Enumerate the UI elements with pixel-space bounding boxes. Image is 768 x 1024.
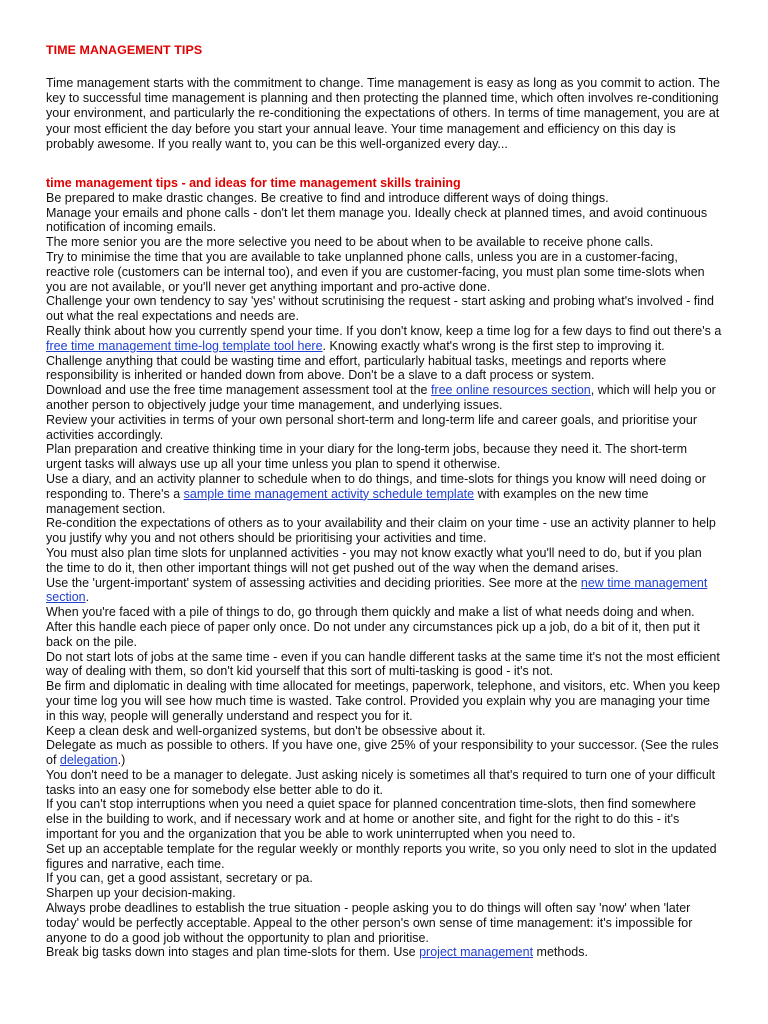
- tip-item: [46, 738, 722, 768]
- tip-link[interactable]: new time management section: [46, 575, 708, 605]
- tip-link[interactable]: sample time management activity schedule template: [183, 486, 475, 501]
- tip-text: Break big tasks down into stages and plan time-slots for them. Use: [46, 945, 420, 960]
- tip-item: Be firm and diplomatic in dealing with time allocated for meetings, paperwork, telephone, and visitors, etc. When you keep your time log you will see how much time is wasted. Take control. Provided you explain why you are managing your time in this way, people will generally understand and respect you for it.: [46, 679, 720, 723]
- tip-text: , which will help you or another person to objectively judge your time management, and underlying issues.: [46, 383, 716, 412]
- tip-item: When you're faced with a pile of things to do, go through them quickly and make a list of what needs doing and when. After this handle each piece of paper only once. Do not under any circumstances pick up a job, do a bit of it, then put it back on the pile.: [46, 605, 700, 649]
- tip-link[interactable]: free online resources section: [430, 383, 591, 398]
- intro-paragraph: Time management starts with the commitment to change. Time management is easy as long as you commit to action. The key to successful time management is planning and then protecting the planned time, which often involves re-conditioning your environment, and particularly the re-conditioning the expectations of others. In terms of time management, you are at your most efficient the day before you start your annual leave. Your time management and efficiency on this day is probably awesome. If you really want to, you can be this well-organized every day...: [46, 76, 720, 151]
- tip-item: If you can, get a good assistant, secretary or pa.: [46, 871, 313, 886]
- tip-item: Re-condition the expectations of others as to your availability and their claim on your time - use an activity planner to help you justify why you and not others should be prioritising your activities and time.: [46, 516, 716, 546]
- tips-list: [46, 191, 722, 960]
- tip-item: Manage your emails and phone calls - don't let them manage you. Ideally check at planned times, and avoid continuous notification of incoming emails.: [46, 205, 708, 235]
- tip-item: You don't need to be a manager to delegate. Just asking nicely is sometimes all that's required to turn one of your difficult tasks into an easy one for somebody else better able to do it.: [46, 767, 716, 797]
- tip-item: [46, 945, 722, 960]
- tip-item: [46, 383, 722, 413]
- section-heading: time management tips - and ideas for time management skills training: [46, 176, 461, 191]
- tip-text: with examples on the new time management section.: [46, 486, 649, 516]
- tip-item: Try to minimise the time that you are available to take unplanned phone calls, unless you are in a customer-facing, reactive role (customers can be internal too), and even if you are customer-facing, you must plan some time-slots when you are not available, or you'll never get anything important and pro-active done.: [46, 250, 705, 294]
- tip-item: Challenge your own tendency to say 'yes' without scrutinising the request - start asking and probing what's involved - find out what the real expectations and needs are.: [46, 294, 714, 324]
- tip-text: .: [85, 590, 90, 605]
- tip-item: The more senior you are the more selective you need to be about when to be available to receive phone calls.: [46, 235, 654, 250]
- tip-text: Really think about how you currently spend your time. If you don't know, keep a time log for a few days to find out there's a: [46, 323, 722, 338]
- tip-item: Do not start lots of jobs at the same time - even if you can handle different tasks at the same time it's not the most efficient way of dealing with them, so don't kid yourself that this sort of multi-tasking is good - it's not.: [46, 649, 720, 679]
- tip-item: If you can't stop interruptions when you need a quiet space for planned concentration time-slots, then find somewhere else in the building to work, and if necessary work and at home or another site, and fight for the right to do this - it's important for you and the organization that you be able to work uninterrupted when you need to.: [46, 797, 696, 842]
- tip-link[interactable]: free time management time-log template tool here: [46, 338, 323, 353]
- tip-item: Set up an acceptable template for the regular weekly or monthly reports you write, so you only need to slot in the updated figures and narrative, each time.: [46, 841, 717, 871]
- tip-text: Use the 'urgent-important' system of assessing activities and deciding priorities. See more at the: [46, 575, 581, 590]
- tip-text: .): [117, 753, 126, 768]
- tip-item: [46, 472, 722, 516]
- tip-text: methods.: [533, 945, 588, 960]
- tip-link[interactable]: delegation: [59, 753, 118, 768]
- tip-link[interactable]: project management: [419, 945, 534, 960]
- tip-item: You must also plan time slots for unplanned activities - you may not know exactly what you'll need to do, but if you plan the time to do it, then other important things will not get pushed out of the way when the demand arises.: [46, 545, 702, 575]
- page-title: TIME MANAGEMENT TIPS: [46, 43, 203, 57]
- tip-item: Be prepared to make drastic changes. Be creative to find and introduce different ways of doing things.: [46, 190, 609, 205]
- tip-item: Challenge anything that could be wasting time and effort, particularly habitual tasks, meetings and reports where responsibility is inherited or handed down from above. Don't be a slave to a daft process or system.: [46, 353, 667, 383]
- tip-item: Review your activities in terms of your own personal short-term and long-term life and career goals, and prioritise your activities accordingly.: [46, 412, 697, 442]
- tip-text: . Knowing exactly what's wrong is the first step to improving it.: [322, 338, 665, 353]
- tip-item: [46, 324, 722, 354]
- tip-item: [46, 576, 722, 606]
- tip-text: Download and use the free time management assessment tool at the: [46, 383, 431, 398]
- tip-text: Use a diary, and an activity planner to schedule when to do things, and time-slots for things you know will need doing or responding to. There's a: [46, 471, 706, 501]
- tip-text: Delegate as much as possible to others. If you have one, give 25% of your responsibility to your successor. (See the rules of: [46, 738, 719, 768]
- tip-item: Keep a clean desk and well-organized systems, but don't be obsessive about it.: [46, 723, 486, 738]
- tip-item: Always probe deadlines to establish the true situation - people asking you to do things will often say 'now' when 'later today' would be perfectly acceptable. Appeal to the other person's own sense of time management: it's impossible for anyone to do a good job without the opportunity to plan and prioritise.: [46, 901, 693, 945]
- tip-item: Sharpen up your decision-making.: [46, 886, 236, 901]
- tip-item: Plan preparation and creative thinking time in your diary for the long-term jobs, because they need it. The short-term urgent tasks will always use up all your time unless you plan to spend it otherwise.: [46, 442, 688, 472]
